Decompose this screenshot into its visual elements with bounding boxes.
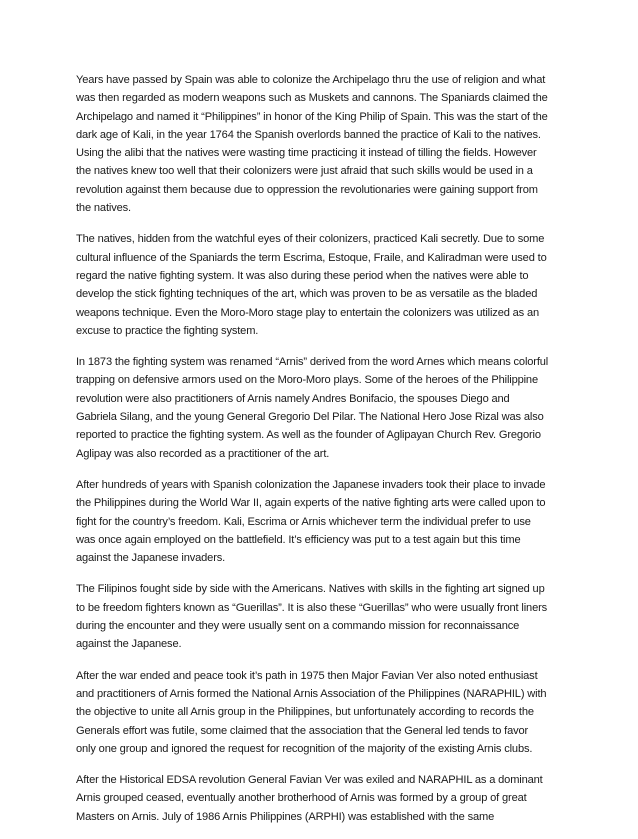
paragraph-spanish-colonization: Years have passed by Spain was able to colonize the Archipelago thru the use of religion and what was then regarded as modern weapons such as Muskets and cannons. The Spaniards claimed the Archipelago and named it “Philippines” in honor of the King Philip of Spain. This was the start of the dark age of Kali, in the year 1764 the Spanish overlords banned the practice of Kali to the natives. Using the alibi that the natives were wasting time practicing it instead of tilling the fields. However the natives knew too well that their colonizers were just afraid that such skills would be used in a revolution against them because due to oppression the revolutionaries were gaining support from the natives. <box>76 74 548 215</box>
document-body <box>76 71 550 839</box>
paragraph-arphi: After the Historical EDSA revolution General Favian Ver was exiled and NARAPHIL as a dominant Arnis grouped ceased, eventually another brotherhood of Arnis was formed by a group of great Masters on Arnis. July of 1986 Arnis Philippines (ARPHI) was established with the same <box>76 774 543 823</box>
paragraph-naraphil: After the war ended and peace took it’s path in 1975 then Major Favian Ver also noted enthusiast and practitioners of Arnis formed the National Arnis Association of the Philippines (NARAPHIL) with the objective to unite all Arnis group in the Philippines, but unfortunately according to records the Generals effort was futile, some claimed that the association that the General led tends to favor only one group and ignored the request for recognition of the majority of the existing Arnis clubs. <box>76 669 547 755</box>
paragraph-arnis-renamed: In 1873 the fighting system was renamed “Arnis” derived from the word Arnes which means colorful trapping on defensive armors used on the Moro-Moro plays. Some of the heroes of the Philippine revolution were also practitioners of Arnis namely Andres Bonifacio, the spouses Diego and Gabriela Silang, and the young General Gregorio Del Pilar. The National Hero Jose Rizal was also reported to practice the fighting system. As well as the founder of Aglipayan Church Rev. Gregorio Aglipay was also recorded as a practitioner of the art. <box>76 356 549 460</box>
paragraph-japanese-invasion: After hundreds of years with Spanish colonization the Japanese invaders took their place to invade the Philippines during the World War II, again experts of the native fighting arts were called upon to fight for the country’s freedom. Kali, Escrima or Arnis whichever term the individual prefer to use was once again employed on the battlefield. It’s efficiency was put to a test again but this time against the Japanese invaders. <box>76 478 546 565</box>
paragraph-secret-practice: The natives, hidden from the watchful eyes of their colonizers, practiced Kali secretly. Due to some cultural influence of the Spaniards the term Escrima, Estoque, Fraile, and Kaliradman were used to regard the native fighting system. It was also during these period when the natives were able to develop the stick fighting techniques of the art, which was proven to be as versatile as the bladed weapons technique. Even the Moro-Moro stage play to entertain the colonizers was utilized as an excuse to practice the fighting system. <box>76 233 547 337</box>
paragraph-guerillas: The Filipinos fought side by side with the Americans. Natives with skills in the fighting art signed up to be freedom fighters known as “Guerillas”. It is also these “Guerillas” who were usually front liners during the encounter and they were usually sent on a commando mission for reconnaissance against the Japanese. <box>76 583 548 651</box>
